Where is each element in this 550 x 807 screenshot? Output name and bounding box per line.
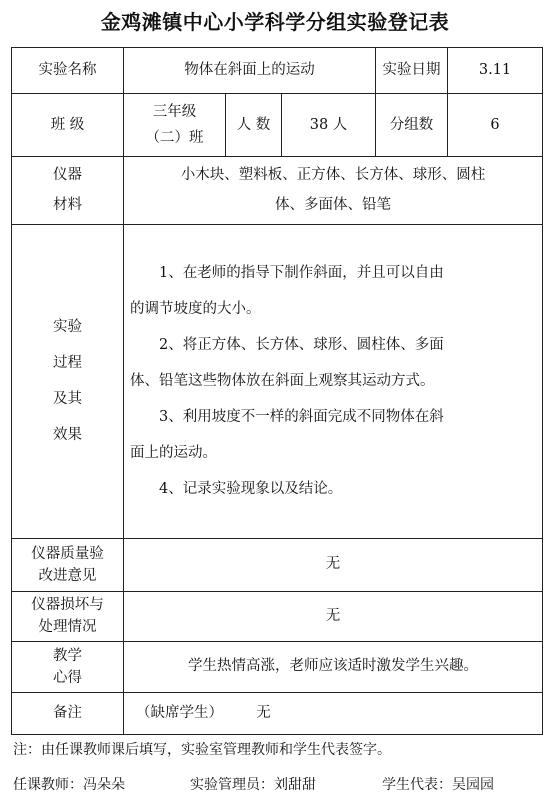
step-3-line-1: 3、利用坡度不一样的斜面完成不同物体在斜 [159, 409, 444, 426]
remarks-label: 备注 [12, 692, 124, 734]
experiment-name-value: 物体在斜面上的运动 [124, 48, 376, 94]
groups-value: 6 [448, 94, 543, 157]
reflection-label-line-2: 心得 [53, 669, 82, 686]
step-4-line-1: 4、记录实验现象以及结论。 [159, 481, 343, 498]
reflection-label [12, 642, 124, 692]
step-4 [124, 471, 542, 507]
row-damage [12, 591, 543, 641]
step-2-line-1: 2、将正方体、长方体、球形、圆柱体、多面 [159, 337, 444, 354]
step-3 [124, 399, 542, 471]
row-equipment [12, 156, 543, 224]
row-quality [12, 539, 543, 591]
experiment-name-label: 实验名称 [12, 48, 124, 94]
process-label [12, 224, 124, 539]
row-reflection [12, 642, 543, 692]
row-process [12, 224, 543, 539]
class-value [124, 94, 226, 157]
step-1-line-1: 1、在老师的指导下制作斜面，并且可以自由 [159, 265, 444, 282]
damage-label [12, 591, 124, 641]
damage-label-line-1: 仪器损坏与 [31, 597, 104, 614]
damage-value: 无 [124, 591, 543, 641]
equipment-label-line-1: 仪器 [53, 167, 82, 184]
form-title: 金鸡滩镇中心小学科学分组实验登记表 [100, 10, 450, 34]
class-value-line-1: 三年级 [152, 104, 197, 121]
equipment-value-line-1: 小木块、塑料板、正方体、长方体、球形、圆柱 [180, 167, 486, 184]
row-class [12, 94, 543, 157]
damage-label-line-2: 处理情况 [38, 619, 97, 636]
remarks-absent-value: 无 [256, 704, 271, 721]
remarks-value [124, 692, 543, 734]
reflection-value: 学生热情高涨，老师应该适时激发学生兴趣。 [124, 642, 543, 692]
registration-form-table [11, 47, 543, 735]
row-remarks [12, 692, 543, 734]
headcount-value: 38 人 [282, 94, 376, 157]
process-steps [124, 224, 543, 539]
step-1 [124, 255, 542, 327]
remarks-absent-label: （缺席学生） [136, 704, 223, 721]
process-label-line-3: 及其 [53, 391, 82, 408]
experiment-date-value: 3.11 [448, 48, 543, 94]
footer-note: 注：由任课教师课后填写，实验室管理教师和学生代表签字。 [13, 742, 391, 758]
step-2-line-2: 体、铅笔这些物体放在斜面上观察其运动方式。 [130, 373, 435, 390]
process-label-line-2: 过程 [53, 355, 82, 372]
equipment-label-line-2: 材料 [53, 197, 82, 214]
equipment-label [12, 156, 124, 224]
equipment-value [124, 156, 543, 224]
signature-teacher: 任课教师：冯朵朵 [13, 777, 125, 793]
class-value-line-2: （二）班 [145, 130, 204, 147]
signature-student-rep: 学生代表：吴园园 [382, 777, 494, 793]
experiment-date-label: 实验日期 [376, 48, 448, 94]
groups-label: 分组数 [376, 94, 448, 157]
row-experiment-name [12, 48, 543, 94]
quality-label-line-1: 仪器质量验 [31, 545, 104, 562]
equipment-value-line-2: 体、多面体、铅笔 [275, 197, 391, 214]
quality-label-line-2: 改进意见 [38, 567, 97, 584]
step-2 [124, 327, 542, 399]
quality-value: 无 [124, 539, 543, 591]
step-1-line-2: 的调节坡度的大小。 [130, 301, 261, 318]
signature-lab-manager: 实验管理员：刘甜甜 [190, 777, 316, 793]
reflection-label-line-1: 教学 [53, 647, 82, 664]
process-label-line-4: 效果 [53, 427, 82, 444]
headcount-label: 人 数 [226, 94, 282, 157]
step-3-line-2: 面上的运动。 [130, 445, 217, 462]
process-label-line-1: 实验 [53, 319, 82, 336]
class-label: 班 级 [12, 94, 124, 157]
quality-label [12, 539, 124, 591]
